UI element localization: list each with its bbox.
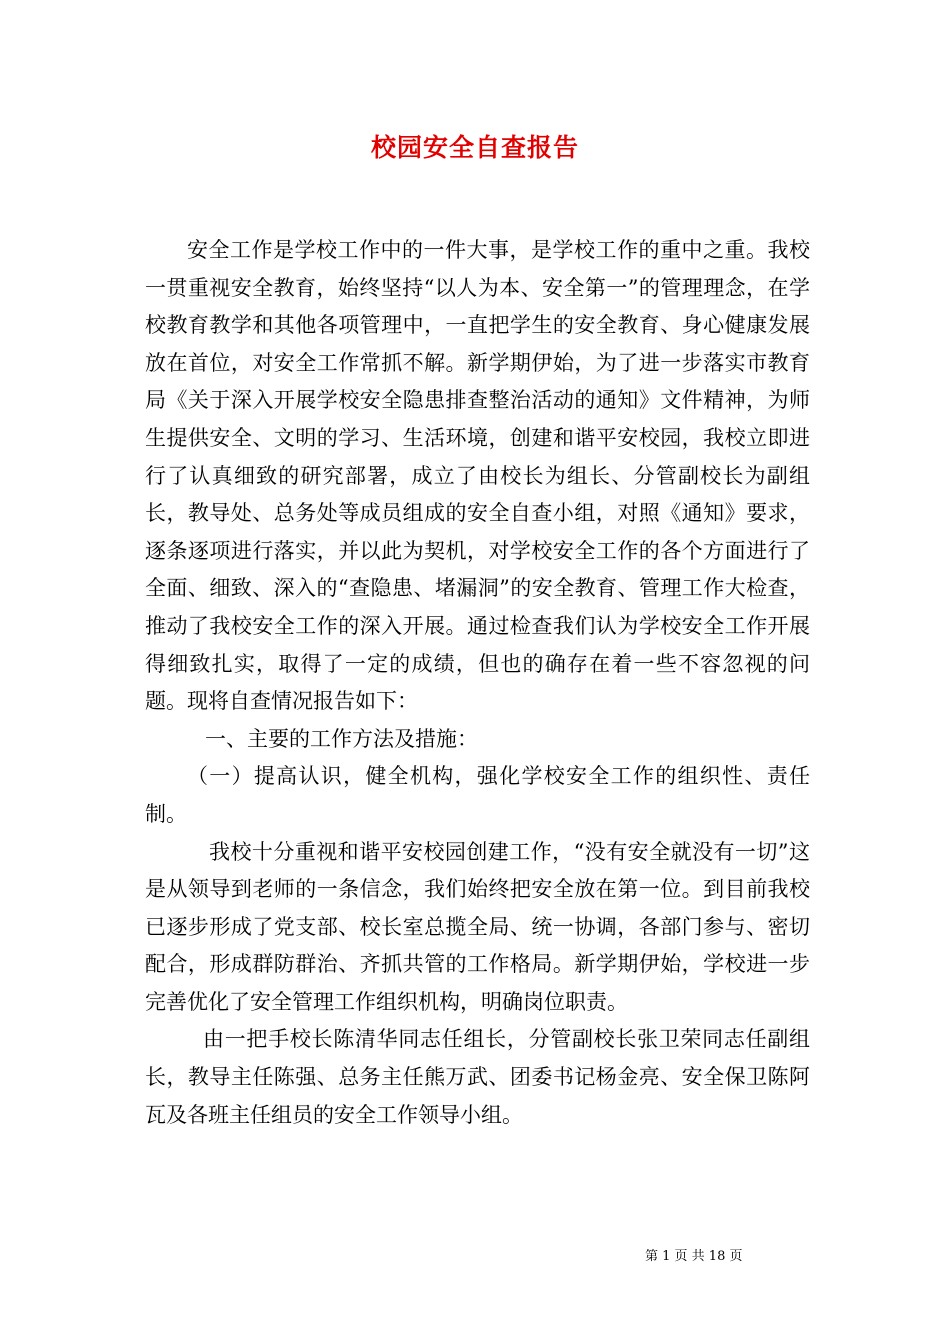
subsection-heading-1: （一）提高认识，健全机构，强化学校安全工作的组织性、责任制。 <box>145 764 810 826</box>
document-body <box>145 232 810 1134</box>
paragraph-intro: 安全工作是学校工作中的一件大事，是学校工作的重中之重。我校一贯重视安全教育，始终坚持“以人为本、安全第一”的管理理念，在学校教育教学和其他各项管理中，一直把学生的安全教育、身心健康发展放在首位，对安全工作常抓不解。新学期伊始，为了进一步落实市教育局《关于深入开展学校安全隐患排查整治活动的通知》文件精神，为师生提供安全、文明的学习、生活环境，创建和谐平安校园，我校立即进行了认真细致的研究部署，成立了由校长为组长、分管副校长为副组长，教导处、总务处等成员组成的安全自查小组，对照《通知》要求，逐条逐项进行落实，并以此为契机，对学校安全工作的各个方面进行了全面、细致、深入的“查隐患、堵漏洞”的安全教育、管理工作大检查，推动了我校安全工作的深入开展。通过检查我们认为学校安全工作开展得细致扎实，取得了一定的成绩，但也的确存在着一些不容忽视的问题。现将自查情况报告如下： <box>145 238 810 714</box>
section-heading-1: 一、主要的工作方法及措施： <box>205 726 478 751</box>
paragraph-organization: 我校十分重视和谐平安校园创建工作，“没有安全就没有一切”这是从领导到老师的一条信念，我们始终把安全放在第一位。到目前我校已逐步形成了党支部、校长室总揽全局、统一协调，各部门参与、密切配合，形成群防群治、齐抓共管的工作格局。新学期伊始，学校进一步完善优化了安全管理工作组织机构，明确岗位职责。 <box>145 839 810 1014</box>
document-title: 校园安全自查报告 <box>370 133 579 162</box>
page-number: 第 1 页 共 18 页 <box>645 1249 743 1264</box>
paragraph-leadership-group: 由一把手校长陈清华同志任组长，分管副校长张卫荣同志任副组长，教导主任陈强、总务主任熊万武、团委书记杨金亮、安全保卫陈阿瓦及各班主任组员的安全工作领导小组。 <box>145 1027 810 1127</box>
